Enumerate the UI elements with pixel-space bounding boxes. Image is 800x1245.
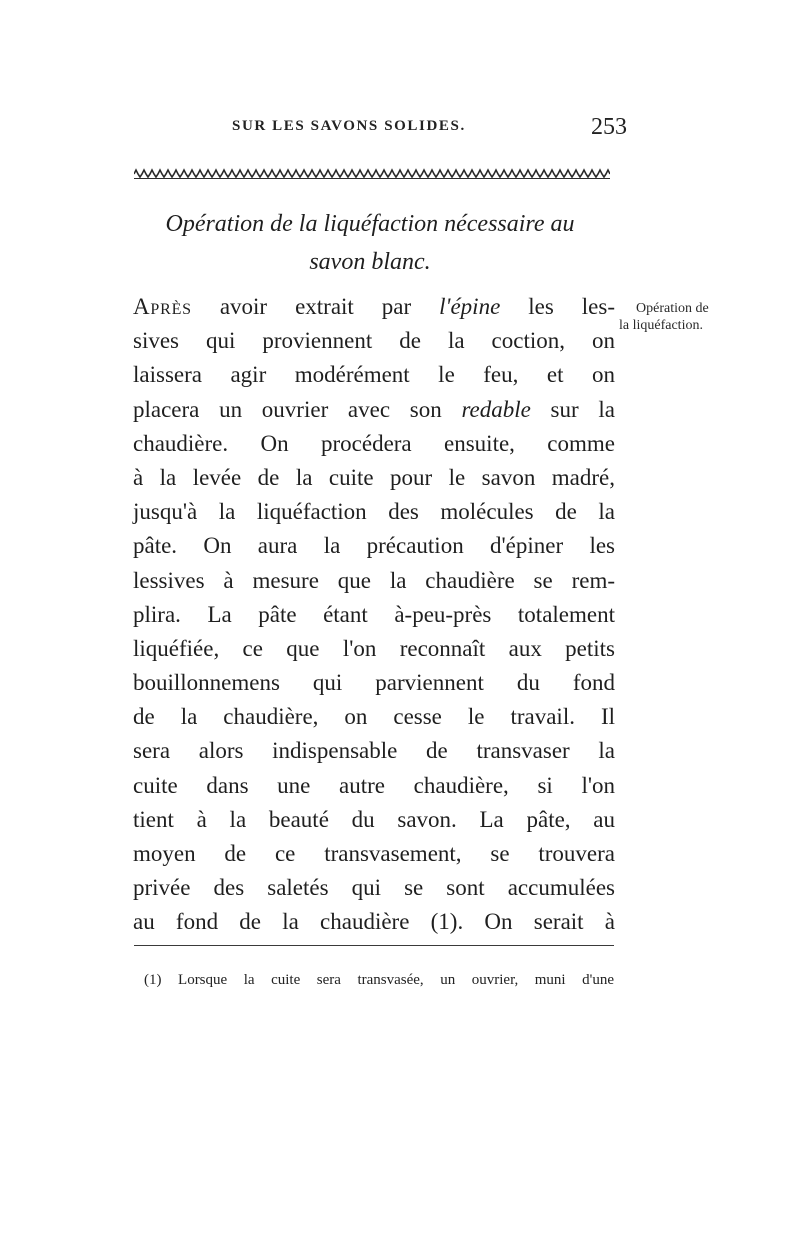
margin-note-line-2: la liquéfaction. xyxy=(619,318,703,333)
margin-note xyxy=(619,300,737,334)
body-line: lessives à mesure que la chaudière se rem- xyxy=(133,567,615,593)
page-number: 253 xyxy=(591,114,627,140)
footnote: (1) Lorsque la cuite sera transvasée, un ouvrier, muni d'une xyxy=(144,972,614,988)
body-line xyxy=(133,393,615,427)
body-line-small-caps: Après xyxy=(133,294,192,319)
body-paragraph xyxy=(133,290,615,940)
section-heading-line-2: savon blanc. xyxy=(309,249,431,275)
body-line: jusqu'à la liquéfaction des molécules de la xyxy=(133,499,615,525)
body-line-italic: l'épine xyxy=(439,294,501,319)
body-line: sera alors indispensable de transvaser la xyxy=(133,738,615,764)
body-line: moyen de ce transvasement, se trouvera xyxy=(133,841,615,866)
body-line-text: placera un ouvrier avec son xyxy=(133,396,462,422)
body-line: liquéfiée, ce que l'on reconnaît aux petits xyxy=(133,635,615,661)
body-line: privée des saletés qui se sont accumulées xyxy=(133,875,615,901)
footnote-rule xyxy=(134,945,614,946)
body-line: plira. La pâte étant à-peu-près totalement xyxy=(133,601,615,627)
body-line: cuite dans une autre chaudière, si l'on xyxy=(133,772,615,798)
section-heading xyxy=(120,205,620,281)
wavy-rule-path xyxy=(134,170,610,177)
body-line: tient à la beauté du savon. La pâte, au xyxy=(133,806,615,832)
body-line xyxy=(133,290,615,324)
body-line-text: avoir extrait par xyxy=(191,294,440,319)
body-line-text: les les- xyxy=(500,294,615,319)
body-line-text: sur la xyxy=(530,396,615,422)
body-line: sives qui proviennent de la coction, on xyxy=(133,328,615,354)
section-heading-line-1: Opération de la liquéfaction nécessaire au xyxy=(165,211,575,237)
body-line: à la levée de la cuite pour le savon madré, xyxy=(133,464,615,490)
margin-note-line-1: Opération de xyxy=(636,301,709,316)
body-line: pâte. On aura la précaution d'épiner les xyxy=(133,533,615,559)
body-line: laissera agir modérément le feu, et on xyxy=(133,362,615,388)
body-line: chaudière. On procédera ensuite, comme xyxy=(133,430,615,456)
body-line: bouillonnemens qui parviennent du fond xyxy=(133,670,615,696)
running-head xyxy=(232,114,627,144)
running-title: SUR LES SAVONS SOLIDES. xyxy=(232,118,466,134)
body-line-italic: redable xyxy=(461,396,531,422)
body-line: de la chaudière, on cesse le travail. Il xyxy=(133,704,615,730)
wavy-rule-ornament xyxy=(134,168,610,180)
body-line: au fond de la chaudière (1). On serait à xyxy=(133,909,615,935)
